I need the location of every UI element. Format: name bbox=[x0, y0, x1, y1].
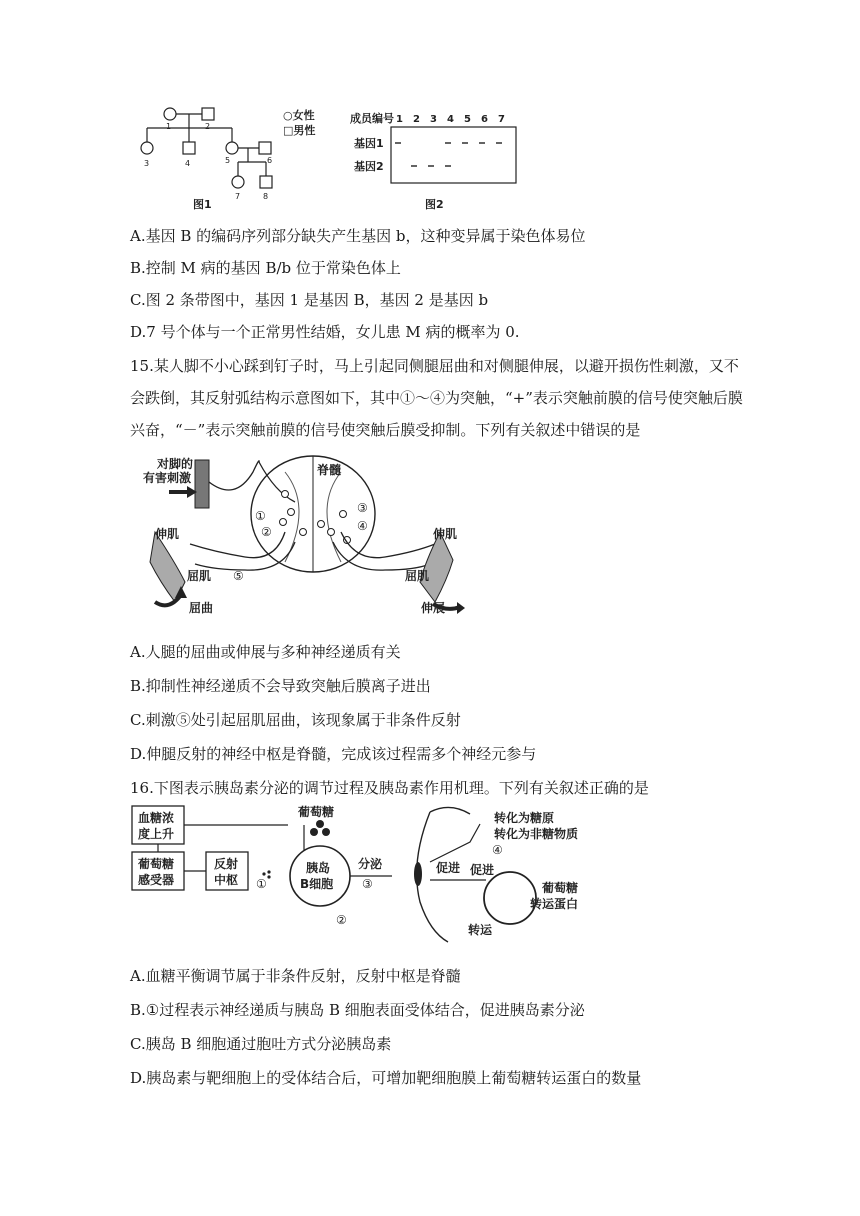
box2-text-2: 感受器 bbox=[138, 873, 175, 887]
box3-text-1: 反射 bbox=[214, 857, 239, 871]
reflex-arc-diagram bbox=[135, 452, 470, 622]
member-number: 2 bbox=[413, 114, 420, 125]
label-2: ② bbox=[336, 913, 347, 927]
gene2-label: 基因2 bbox=[354, 160, 384, 173]
q16-option-d: D.胰岛素与靶细胞上的受体结合后，可增加靶细胞膜上葡萄糖转运蛋白的数量 bbox=[130, 1069, 642, 1087]
glucose-label: 葡萄糖 bbox=[298, 805, 335, 819]
q15-option-a: A.人腿的屈曲或伸展与多种神经递质有关 bbox=[130, 643, 401, 661]
fig1-caption: 图1 bbox=[193, 198, 212, 211]
q15-option-c: C.刺激⑤处引起屈肌屈曲，该现象属于非条件反射 bbox=[130, 711, 461, 729]
extensor-left-label: 伸肌 bbox=[155, 527, 180, 541]
extensor-right-label: 伸肌 bbox=[433, 527, 458, 541]
member-number: 1 bbox=[396, 114, 403, 125]
beta-cell bbox=[290, 846, 350, 906]
point-5: ⑤ bbox=[233, 569, 244, 583]
glycogen-label: 转化为糖原 bbox=[494, 811, 555, 825]
q16-stem: 16.下图表示胰岛素分泌的调节过程及胰岛素作用机理。下列有关叙述正确的是 bbox=[130, 779, 649, 797]
promote-label-1: 促进 bbox=[436, 861, 461, 875]
transporter-label-2: 转运蛋白 bbox=[530, 897, 579, 911]
synapse-4: ④ bbox=[357, 519, 368, 533]
spinal-cord-label: 脊髓 bbox=[317, 463, 342, 477]
cell-label-1: 胰岛 bbox=[306, 861, 331, 875]
transporter-vesicle bbox=[484, 872, 536, 924]
transport-label: 转运 bbox=[468, 923, 493, 937]
flexor-left-label: 屈肌 bbox=[187, 569, 212, 583]
flexor-right-label: 屈肌 bbox=[405, 569, 430, 583]
q14-option-b: B.控制 M 病的基因 B/b 位于常染色体上 bbox=[130, 259, 401, 277]
pedigree-diagram bbox=[135, 100, 335, 215]
ped-num: 7 bbox=[235, 192, 241, 201]
reflex-arc-figure bbox=[135, 452, 470, 622]
q15-option-b: B.抑制性神经递质不会导致突触后膜离子进出 bbox=[130, 677, 431, 695]
ped-num: 3 bbox=[144, 159, 150, 168]
label-3: ③ bbox=[362, 877, 373, 891]
gel-header: 成员编号 bbox=[350, 112, 394, 125]
synapse-2: ② bbox=[261, 525, 272, 539]
label-4: ④ bbox=[492, 843, 503, 857]
gel-diagram bbox=[350, 108, 530, 213]
synapse-3: ③ bbox=[357, 501, 368, 515]
member-number: 7 bbox=[498, 114, 505, 125]
ped-num: 1 bbox=[166, 122, 172, 131]
right-leg bbox=[420, 532, 453, 602]
promote-label-2: 促进 bbox=[470, 863, 495, 877]
q15-stem: 15.某人脚不小心踩到钉子时，马上引起同侧腿屈曲和对侧腿伸展，以避开损伤性刺激，又不会跌倒，其反射弧结构示意图如下，其中①～④为突触，“+”表示突触前膜的信号使突触后膜兴奋，“－”表示突触前膜的信号使突触后膜受抑制。下列有关叙述中错误的是 bbox=[130, 357, 743, 439]
insulin-figure bbox=[130, 802, 590, 952]
ped-num: 4 bbox=[185, 159, 191, 168]
box2-text-1: 葡萄糖 bbox=[138, 857, 175, 871]
stimulus-label-2: 有害刺激 bbox=[143, 471, 192, 485]
synapse-1: ① bbox=[255, 509, 266, 523]
insulin-diagram bbox=[130, 802, 590, 952]
gel-figure bbox=[350, 108, 530, 213]
label-1: ① bbox=[256, 877, 267, 891]
legend-male: □男性 bbox=[283, 124, 316, 137]
nonsugar-label: 转化为非糖物质 bbox=[494, 827, 579, 841]
pedigree-figure bbox=[135, 100, 335, 215]
insulin-receptor bbox=[414, 862, 422, 886]
ped-num: 5 bbox=[225, 156, 231, 165]
flexion-label: 屈曲 bbox=[189, 601, 214, 615]
ped-num: 6 bbox=[267, 156, 273, 165]
q14-option-d: D.7 号个体与一个正常男性结婚，女儿患 M 病的概率为 0. bbox=[130, 323, 520, 341]
member-number: 5 bbox=[464, 114, 471, 125]
cell-label-2: B细胞 bbox=[300, 877, 334, 891]
box1-text-2: 度上升 bbox=[138, 827, 175, 841]
box3-text-2: 中枢 bbox=[214, 873, 239, 887]
q16-option-c: C.胰岛 B 细胞通过胞吐方式分泌胰岛素 bbox=[130, 1035, 392, 1053]
legend-female: ○女性 bbox=[283, 109, 315, 122]
transporter-label-1: 葡萄糖 bbox=[542, 881, 579, 895]
extension-label: 伸展 bbox=[421, 601, 446, 615]
member-number: 3 bbox=[430, 114, 437, 125]
q16-option-a: A.血糖平衡调节属于非条件反射，反射中枢是脊髓 bbox=[130, 967, 461, 985]
q14-option-a: A.基因 B 的编码序列部分缺失产生基因 b，这种变异属于染色体易位 bbox=[130, 227, 586, 245]
skin-block bbox=[195, 460, 209, 508]
gene1-label: 基因1 bbox=[354, 137, 384, 150]
fig2-caption: 图2 bbox=[425, 198, 444, 211]
ped-num: 8 bbox=[263, 192, 269, 201]
box1-text-1: 血糖浓 bbox=[138, 811, 175, 825]
q15-option-d: D.伸腿反射的神经中枢是脊髓，完成该过程需多个神经元参与 bbox=[130, 745, 537, 763]
ped-num: 2 bbox=[205, 122, 211, 131]
q16-option-b: B.①过程表示神经递质与胰岛 B 细胞表面受体结合，促进胰岛素分泌 bbox=[130, 1001, 585, 1019]
stimulus-label: 对脚的 bbox=[157, 457, 194, 471]
gel-frame bbox=[391, 127, 516, 183]
secrete-label: 分泌 bbox=[358, 857, 383, 871]
member-number: 4 bbox=[447, 114, 454, 125]
q14-option-c: C.图 2 条带图中，基因 1 是基因 B，基因 2 是基因 b bbox=[130, 291, 489, 309]
member-number: 6 bbox=[481, 114, 488, 125]
